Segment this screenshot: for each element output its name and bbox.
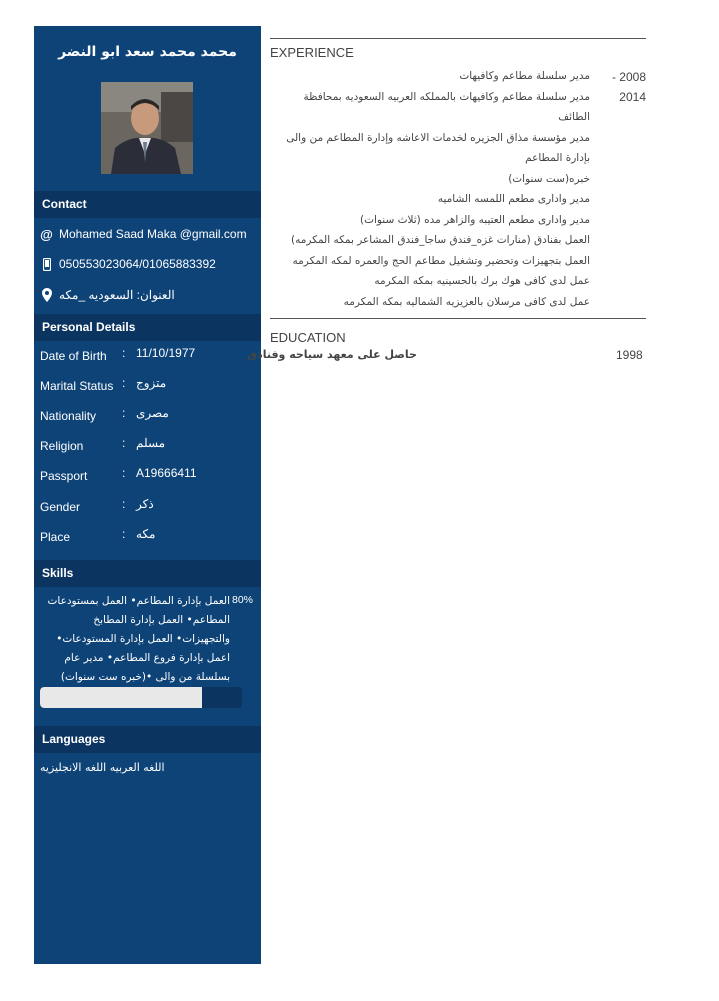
skills-text: العمل بإدارة المطاعم• العمل بمستودعات المطاعم• العمل بإدارة المطابخ والتجهيزات• العمل بإدارة المستودعات• اعمل بإدارة فروع المطاعم• مدير عام بسلسلة من والى •(خبره ست سنوات)	[47, 595, 230, 683]
personal-value: ذكر	[136, 497, 154, 511]
address-text: العنوان: السعوديه _مكه	[59, 288, 175, 302]
section-skills: Skills	[34, 560, 261, 587]
colon: :	[122, 466, 126, 480]
languages-text: اللغه العربيه اللغه الانجليزيه	[40, 761, 165, 774]
personal-value: مسلم	[136, 436, 166, 450]
year-end: 2014	[619, 90, 646, 104]
personal-value: مصرى	[136, 406, 169, 420]
at-icon: @	[40, 226, 53, 242]
personal-value: متزوج	[136, 376, 167, 390]
personal-row	[40, 497, 255, 518]
personal-label: Passport	[40, 469, 88, 483]
main-content	[247, 38, 646, 362]
phone-text: 050553023064/01065883392	[59, 257, 216, 271]
section-contact: Contact	[34, 191, 261, 218]
personal-label: Religion	[40, 439, 84, 453]
colon: :	[122, 406, 126, 420]
personal-label: Place	[40, 530, 71, 544]
personal-row	[40, 466, 255, 487]
email-text: Mohamed Saad Maka @gmail.com	[59, 227, 247, 241]
personal-label: Date of Birth	[40, 349, 107, 363]
personal-value: 11/10/1977	[136, 346, 196, 360]
personal-label: Gender	[40, 500, 81, 514]
personal-value: A19666411	[136, 466, 197, 480]
colon: :	[122, 436, 126, 450]
year-start: - 2008	[611, 70, 646, 84]
phone-icon	[40, 257, 53, 271]
divider	[270, 38, 646, 39]
contact-phone[interactable]	[40, 254, 259, 274]
colon: :	[122, 346, 126, 360]
personal-label: Nationality	[40, 409, 97, 423]
colon: :	[122, 527, 126, 541]
sidebar	[34, 26, 261, 964]
experience-line: مدير سلسلة مطاعم وكافيهات	[459, 70, 590, 82]
experience-line: بإدارة المطاعم	[525, 152, 590, 164]
section-experience: EXPERIENCE	[270, 45, 354, 60]
experience-line: خبره(ست سنوات)	[508, 172, 590, 185]
section-education: EDUCATION	[270, 330, 346, 345]
section-personal: Personal Details	[34, 314, 261, 341]
personal-row	[40, 527, 255, 548]
experience-line: عمل لدى كافى مرسلان بالعزيزيه الشماليه بمكه المكرمه	[343, 295, 590, 308]
experience-years	[606, 67, 646, 107]
education-year: 1998	[616, 348, 643, 362]
person-name: محمد محمد سعد ابو النضر	[58, 44, 237, 60]
experience-line: الطائف	[558, 111, 590, 123]
divider	[270, 318, 646, 319]
experience-line: مدير سلسلة مطاعم وكافيهات بالمملكه العربيه السعوديه بمحافظة	[303, 90, 590, 103]
colon: :	[122, 497, 126, 511]
contact-email[interactable]	[40, 224, 259, 244]
personal-row	[40, 406, 255, 427]
section-languages: Languages	[34, 726, 261, 753]
education-text: حاصل على معهد سياحه وفنادق	[247, 348, 417, 361]
experience-line: مدير مؤسسة مذاق الجزيره لخدمات الاعاشه وإدارة المطاعم من والى	[286, 131, 590, 144]
experience-line: مدير وادارى مطعم اللمسه الشاميه	[437, 193, 590, 205]
personal-row	[40, 346, 255, 367]
profile-photo	[101, 82, 193, 174]
experience-line: مدير وادارى مطعم العتيبه والزاهر مده (ثلاث سنوات)	[359, 213, 590, 226]
experience-line: العمل بتجهيزات وتحضير وتشغيل مطاعم الحج والعمره لمكه المكرمه	[292, 254, 590, 267]
experience-line: العمل بفنادق (منارات غزه_فندق ساجا_فندق المشاعر بمكه المكرمه)	[291, 234, 590, 246]
skill-percent: 80%	[232, 594, 254, 606]
personal-row	[40, 436, 255, 457]
skill-progress-fill	[40, 687, 202, 708]
location-pin-icon	[40, 288, 53, 302]
personal-row	[40, 376, 255, 397]
colon: :	[122, 376, 126, 390]
personal-label: Marital Status	[40, 379, 114, 393]
contact-address	[40, 285, 259, 305]
skill-progress-bar	[40, 687, 242, 708]
experience-list	[270, 66, 590, 312]
personal-value: مكه	[136, 527, 156, 541]
experience-line: عمل لدى كافى هوك برك بالحسينيه بمكه المكرمه	[374, 275, 590, 287]
